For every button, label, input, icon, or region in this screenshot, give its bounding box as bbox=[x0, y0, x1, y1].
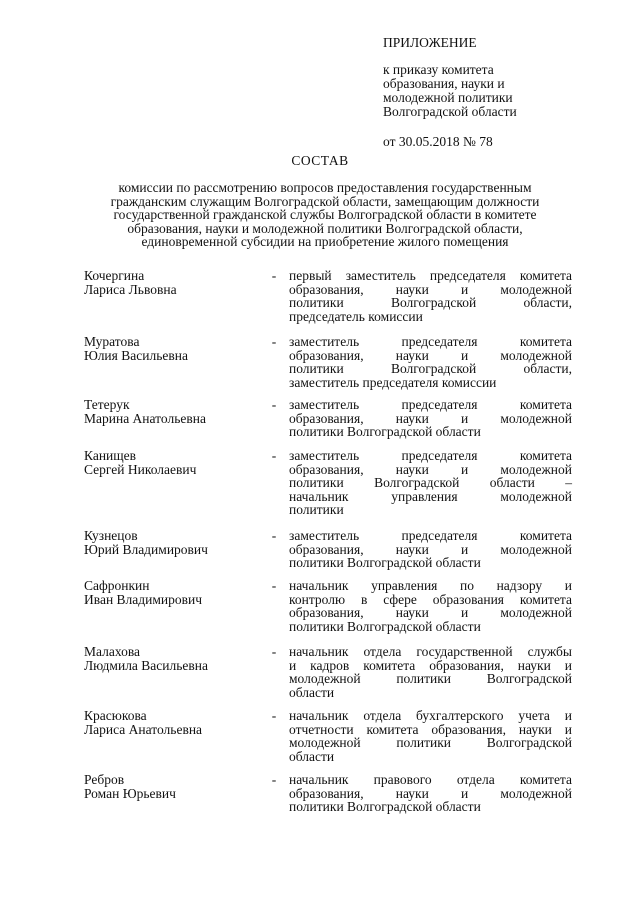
member-role-line: политики Волгоградской области bbox=[289, 799, 481, 814]
member-role bbox=[289, 709, 572, 763]
member-given-names: Людмила Васильевна bbox=[84, 658, 208, 673]
member-role-line: образования, науки и молодежной bbox=[289, 410, 572, 426]
member-role-line: политики Волгоградской области – bbox=[289, 475, 572, 490]
member-role-line: и кадров комитета образования, науки и bbox=[289, 657, 572, 673]
member-given-names: Сергей Николаевич bbox=[84, 462, 197, 477]
member-role bbox=[289, 398, 572, 439]
member-surname: Малахова bbox=[84, 644, 141, 659]
member-role-line: заместитель председателя комиссии bbox=[289, 374, 497, 390]
member-name bbox=[84, 579, 264, 607]
member-role bbox=[289, 579, 572, 633]
member-role-line: заместитель председателя комитета bbox=[289, 334, 572, 349]
member-role-line: начальник отдела государственной службы bbox=[289, 644, 572, 659]
member-name bbox=[84, 269, 264, 297]
member-dash: - bbox=[271, 644, 277, 659]
order-number: от 30.05.2018 № 78 bbox=[383, 134, 493, 149]
member-name bbox=[84, 335, 264, 363]
member-role bbox=[289, 269, 572, 323]
member-role-line: образования, науки и молодежной bbox=[289, 605, 572, 620]
member-surname: Ребров bbox=[84, 772, 125, 787]
member-dash: - bbox=[271, 448, 277, 463]
member-role-line: первый заместитель председателя комитета bbox=[289, 268, 572, 283]
member-role bbox=[289, 335, 572, 389]
member-role-line: заместитель председателя комитета bbox=[289, 397, 572, 412]
member-surname: Кузнецов bbox=[84, 528, 138, 543]
subtitle-line: единовременной субсидии на приобретение жилого помещения bbox=[141, 234, 509, 249]
appendix-line: молодежной политики bbox=[383, 90, 513, 105]
member-role-line: политики Волгоградской области bbox=[289, 555, 481, 570]
member-name bbox=[84, 529, 264, 557]
member-role-line: политики Волгоградской области, bbox=[289, 361, 572, 376]
subtitle-line: государственной гражданской службы Волгоградской области в комитете bbox=[113, 207, 537, 222]
member-role bbox=[289, 449, 572, 517]
member-surname: Красюкова bbox=[84, 708, 147, 723]
member-dash: - bbox=[271, 334, 277, 349]
member-role-line: политики Волгоградской области bbox=[289, 618, 481, 634]
member-dash: - bbox=[271, 528, 277, 543]
member-dash: - bbox=[271, 772, 277, 787]
member-role-line: политики bbox=[289, 502, 344, 517]
appendix-line: к приказу комитета bbox=[383, 62, 494, 77]
member-dash: - bbox=[271, 268, 277, 283]
member-role-line: образования, науки и молодежной bbox=[289, 281, 572, 297]
member-role-line: политики Волгоградской области bbox=[289, 424, 481, 439]
member-given-names: Юрий Владимирович bbox=[84, 542, 208, 557]
member-role-line: образования, науки и молодежной bbox=[289, 347, 572, 363]
member-name bbox=[84, 709, 264, 737]
member-given-names: Лариса Львовна bbox=[84, 282, 177, 297]
member-role-line: отчетности комитета образования, науки и bbox=[289, 721, 572, 737]
member-surname: Канищев bbox=[84, 448, 137, 463]
member-role-line: начальник отдела бухгалтерского учета и bbox=[289, 708, 572, 723]
subtitle-line: образования, науки и молодежной политики Волгоградской области, bbox=[127, 220, 523, 236]
member-given-names: Роман Юрьевич bbox=[84, 786, 176, 801]
appendix-line: Волгоградской области bbox=[383, 104, 517, 119]
appendix-reference bbox=[383, 63, 583, 119]
appendix-title: ПРИЛОЖЕНИЕ bbox=[383, 35, 477, 50]
member-role-line: области bbox=[289, 684, 335, 700]
subtitle-line: комиссии по рассмотрению вопросов предоставления государственным bbox=[118, 180, 532, 195]
member-given-names: Иван Владимирович bbox=[84, 592, 203, 607]
member-given-names: Юлия Васильевна bbox=[84, 348, 188, 363]
member-role-line: молодежной политики Волгоградской bbox=[289, 735, 572, 750]
member-name bbox=[84, 398, 264, 426]
document-heading: СОСТАВ bbox=[291, 153, 349, 168]
member-name bbox=[84, 449, 264, 477]
member-surname: Кочергина bbox=[84, 268, 145, 283]
member-role bbox=[289, 645, 572, 699]
member-role-line: молодежной политики Волгоградской bbox=[289, 671, 572, 686]
member-surname: Муратова bbox=[84, 334, 140, 349]
member-surname: Сафронкин bbox=[84, 578, 150, 593]
member-role-line: начальник управления молодежной bbox=[289, 488, 572, 504]
member-role-line: области bbox=[289, 748, 335, 764]
member-role bbox=[289, 529, 572, 570]
member-role-line: образования, науки и молодежной bbox=[289, 461, 572, 477]
member-role-line: начальник правового отдела комитета bbox=[289, 772, 572, 787]
member-name bbox=[84, 773, 264, 801]
member-role bbox=[289, 773, 572, 814]
appendix-line: образования, науки и bbox=[383, 76, 505, 91]
member-given-names: Марина Анатольевна bbox=[84, 411, 206, 426]
member-role-line: председатель комиссии bbox=[289, 308, 423, 324]
member-role-line: контролю в сфере образования комитета bbox=[289, 591, 572, 607]
member-role-line: образования, науки и молодежной bbox=[289, 541, 572, 557]
document-subtitle bbox=[70, 181, 580, 249]
member-role-line: политики Волгоградской области, bbox=[289, 295, 572, 310]
member-surname: Тетерук bbox=[84, 397, 130, 412]
member-dash: - bbox=[271, 708, 277, 723]
member-role-line: заместитель председателя комитета bbox=[289, 528, 572, 543]
member-role-line: начальник управления по надзору и bbox=[289, 578, 572, 593]
member-given-names: Лариса Анатольевна bbox=[84, 722, 203, 737]
appendix-block bbox=[383, 36, 583, 149]
member-role-line: заместитель председателя комитета bbox=[289, 448, 572, 463]
member-dash: - bbox=[271, 397, 277, 412]
member-role-line: образования, науки и молодежной bbox=[289, 785, 572, 801]
member-name bbox=[84, 645, 264, 673]
member-dash: - bbox=[271, 578, 277, 593]
subtitle-line: гражданским служащим Волгоградской области, замещающим должности bbox=[110, 193, 540, 209]
